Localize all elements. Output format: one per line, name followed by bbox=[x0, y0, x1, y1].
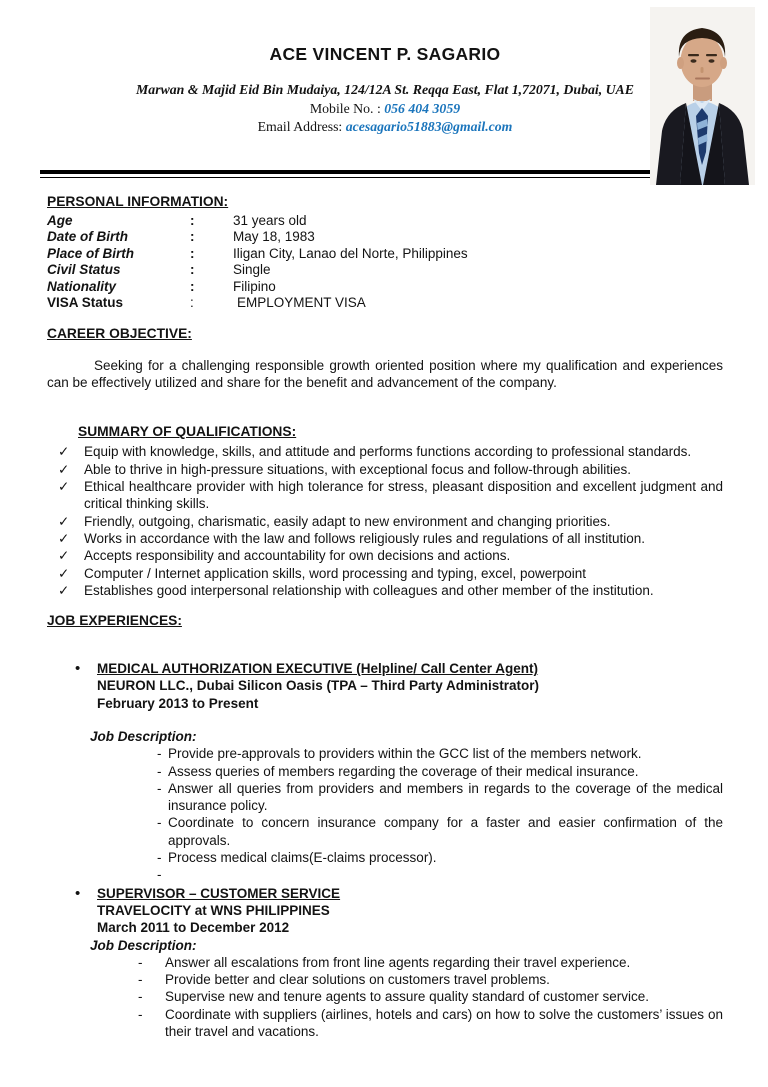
list-item bbox=[47, 461, 723, 478]
list-item bbox=[47, 530, 723, 547]
list-item bbox=[47, 814, 723, 849]
job-entry bbox=[47, 660, 723, 884]
job-description-label: Job Description: bbox=[90, 729, 197, 744]
qualification-text: Accepts responsibility and accountability for own decisions and actions. bbox=[84, 548, 511, 564]
row-value: Filipino bbox=[233, 278, 276, 294]
checkmark-icon: ✓ bbox=[58, 582, 70, 598]
checkmark-icon: ✓ bbox=[58, 565, 70, 581]
duty-text bbox=[168, 866, 723, 883]
dash-icon: - bbox=[157, 780, 162, 796]
list-item bbox=[47, 780, 723, 815]
row-separator: : bbox=[190, 295, 194, 311]
list-item bbox=[47, 565, 723, 582]
duties-list bbox=[47, 745, 723, 883]
dash-icon: - bbox=[157, 867, 162, 883]
checkmark-icon: ✓ bbox=[58, 548, 70, 564]
table-row bbox=[47, 213, 723, 229]
row-label: VISA Status bbox=[47, 295, 124, 311]
list-item bbox=[47, 1006, 723, 1041]
table-row bbox=[47, 246, 723, 262]
duty-text: Provide better and clear solutions on customers travel problems. bbox=[165, 972, 550, 988]
row-label: Date of Birth bbox=[47, 229, 128, 245]
list-item bbox=[47, 745, 723, 762]
list-item bbox=[47, 988, 723, 1005]
dash-icon: - bbox=[138, 1006, 143, 1022]
list-item bbox=[47, 582, 723, 599]
job-period: March 2011 to December 2012 bbox=[97, 920, 290, 936]
job-description-label: Job Description: bbox=[90, 937, 197, 953]
list-item bbox=[47, 971, 723, 988]
job-title-row bbox=[47, 660, 723, 677]
dash-icon: - bbox=[138, 954, 143, 970]
job-experiences-heading: JOB EXPERIENCES: bbox=[47, 613, 182, 629]
section-job-experiences bbox=[47, 613, 723, 1040]
duty-text: Process medical claims(E-claims processor). bbox=[168, 850, 437, 866]
section-career-objective bbox=[47, 326, 723, 391]
list-item bbox=[47, 443, 723, 460]
job-entry bbox=[47, 885, 723, 1041]
job-title: SUPERVISOR – CUSTOMER SERVICE bbox=[97, 885, 341, 901]
row-value: Single bbox=[233, 262, 271, 278]
checkmark-icon: ✓ bbox=[58, 513, 70, 529]
personal-information-heading: PERSONAL INFORMATION: bbox=[47, 194, 229, 209]
applicant-name: ACE VINCENT P. SAGARIO bbox=[269, 44, 501, 64]
qualification-text: Ethical healthcare provider with high tolerance for stress, pleasant disposition and excellent judgment and critical thinking skills. bbox=[84, 479, 723, 512]
list-item bbox=[47, 547, 723, 564]
row-separator: : bbox=[190, 262, 195, 278]
list-item bbox=[47, 478, 723, 513]
email-label: Email Address: bbox=[257, 119, 346, 134]
list-item bbox=[47, 849, 723, 866]
dash-icon: - bbox=[138, 972, 143, 988]
qualification-text: Establishes good interpersonal relationship with colleagues and other member of the institution. bbox=[84, 582, 654, 598]
qualification-text: Works in accordance with the law and follows religiously rules and regulations of all institution. bbox=[84, 530, 646, 546]
row-label: Civil Status bbox=[47, 262, 121, 278]
row-separator: : bbox=[190, 245, 195, 261]
address-line: Marwan & Majid Eid Bin Mudaiya, 124/12A St. Reqqa East, Flat 1,72071, Dubai, UAE bbox=[136, 82, 634, 97]
dash-icon: - bbox=[157, 850, 162, 866]
career-objective-paragraph: Seeking for a challenging responsible growth oriented position where my qualification and experiences can be effectively utilized and share for the benefit and advancement of the company. bbox=[47, 358, 723, 390]
applicant-photo-image bbox=[650, 7, 755, 185]
bullet-icon: • bbox=[75, 660, 81, 678]
row-label: Nationality bbox=[47, 278, 117, 294]
duty-text: Answer all queries from providers and members in regards to the coverage of the medical insurance policy. bbox=[168, 780, 723, 814]
list-item bbox=[47, 763, 723, 780]
qualification-text: Able to thrive in high-pressure situations, with exceptional focus and follow-through abilities. bbox=[84, 461, 632, 477]
personal-information-rows bbox=[47, 213, 723, 311]
checkmark-icon: ✓ bbox=[58, 530, 70, 546]
job-company: NEURON LLC., Dubai Silicon Oasis (TPA – Third Party Administrator) bbox=[97, 678, 540, 694]
job-title: MEDICAL AUTHORIZATION EXECUTIVE (Helpline/ Call Center Agent) bbox=[97, 661, 539, 677]
checkmark-icon: ✓ bbox=[58, 479, 70, 495]
dash-icon: - bbox=[138, 989, 143, 1005]
duty-text: Coordinate to concern insurance company for a faster and easier confirmation of the approvals. bbox=[168, 815, 723, 848]
mobile-number: 056 404 3059 bbox=[384, 100, 461, 116]
summary-heading: SUMMARY OF QUALIFICATIONS: bbox=[78, 424, 297, 440]
section-summary-of-qualifications bbox=[47, 424, 723, 599]
job-title-row bbox=[47, 885, 723, 902]
qualification-text: Friendly, outgoing, charismatic, easily adapt to new environment and changing priorities. bbox=[84, 513, 611, 529]
mobile-line bbox=[47, 101, 723, 117]
row-separator: : bbox=[190, 229, 195, 245]
job-period: February 2013 to Present bbox=[97, 695, 259, 711]
dash-icon: - bbox=[157, 746, 162, 762]
list-item bbox=[47, 866, 723, 883]
table-row bbox=[47, 229, 723, 245]
header-divider bbox=[40, 170, 652, 178]
qualification-text: Computer / Internet application skills, word processing and typing, excel, powerpoint bbox=[84, 565, 587, 581]
checkmark-icon: ✓ bbox=[58, 461, 70, 477]
email-link[interactable]: acesagario51883@gmail.com bbox=[345, 119, 513, 134]
duty-text: Coordinate with suppliers (airlines, hotels and cars) on how to solve the customers’ issues on their travel and vacations. bbox=[165, 1006, 723, 1040]
row-separator: : bbox=[190, 213, 195, 228]
resume-header bbox=[47, 0, 723, 135]
table-row bbox=[47, 279, 723, 295]
row-label: Place of Birth bbox=[47, 245, 135, 261]
row-value: Iligan City, Lanao del Norte, Philippines bbox=[233, 245, 468, 261]
list-item bbox=[47, 513, 723, 530]
mobile-label: Mobile No. : bbox=[309, 100, 385, 116]
table-row bbox=[47, 295, 723, 311]
dash-icon: - bbox=[157, 763, 162, 779]
qualification-text: Equip with knowledge, skills, and attitude and performs functions according to professional standards. bbox=[84, 444, 692, 460]
row-value: 31 years old bbox=[233, 213, 307, 228]
row-value: EMPLOYMENT VISA bbox=[237, 295, 366, 311]
list-item bbox=[47, 954, 723, 971]
qualifications-list bbox=[47, 443, 723, 599]
duty-text: Supervise new and tenure agents to assure quality standard of customer service. bbox=[165, 989, 650, 1005]
bullet-icon: • bbox=[75, 884, 81, 902]
duty-text: Assess queries of members regarding the coverage of their medical insurance. bbox=[168, 763, 639, 779]
row-value: May 18, 1983 bbox=[233, 229, 315, 245]
job-company: TRAVELOCITY at WNS PHILIPPINES bbox=[97, 902, 330, 918]
duty-text: Provide pre-approvals to providers within the GCC list of the members network. bbox=[168, 746, 642, 762]
row-separator: : bbox=[190, 278, 195, 294]
section-personal-information bbox=[47, 194, 723, 311]
dash-icon: - bbox=[157, 815, 162, 831]
checkmark-icon: ✓ bbox=[58, 444, 70, 460]
applicant-photo bbox=[650, 7, 755, 185]
duty-text: Answer all escalations from front line agents regarding their travel experience. bbox=[165, 954, 631, 970]
row-label: Age bbox=[47, 213, 73, 228]
duties-list bbox=[47, 954, 723, 1040]
email-line bbox=[47, 119, 723, 135]
table-row bbox=[47, 262, 723, 278]
career-objective-heading: CAREER OBJECTIVE: bbox=[47, 326, 192, 342]
